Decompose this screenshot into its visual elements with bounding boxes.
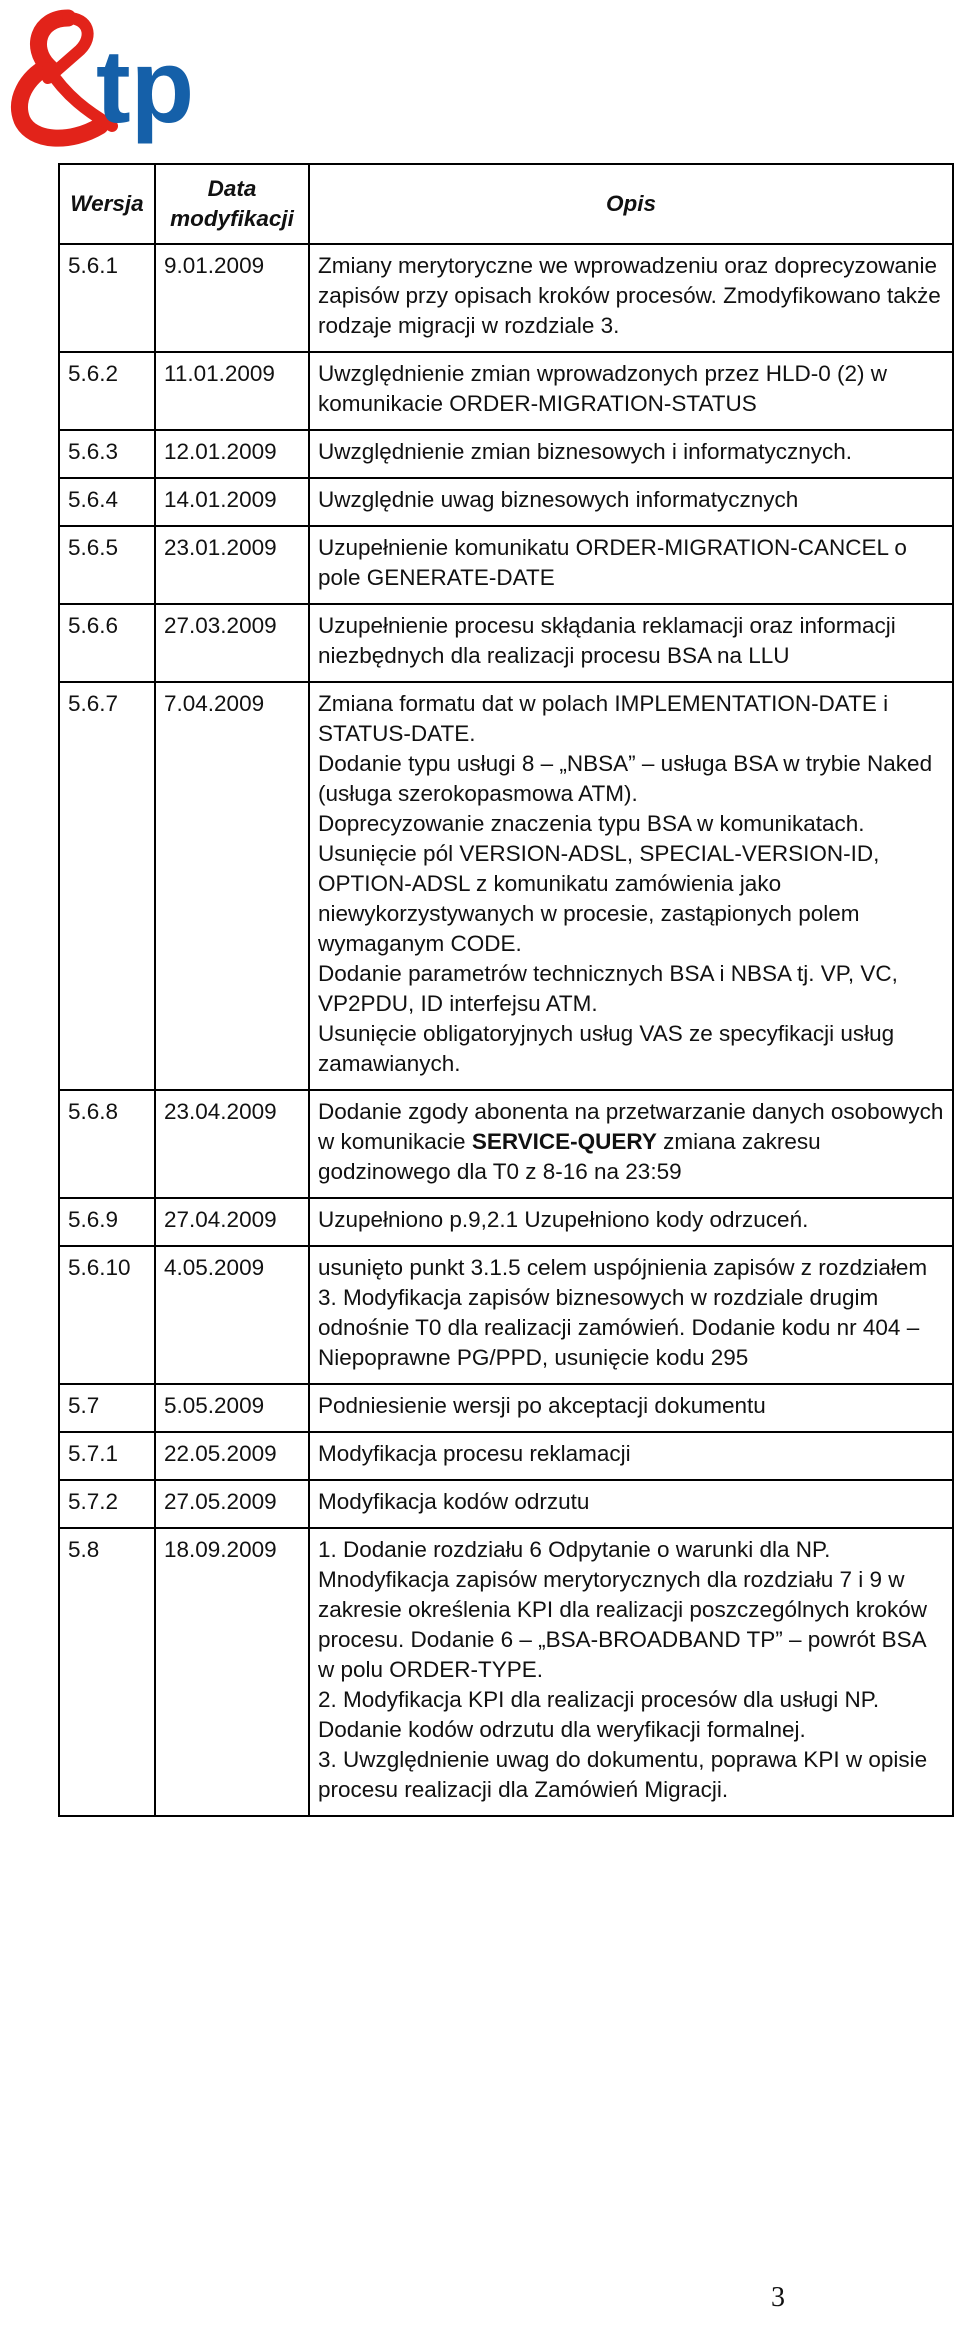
date-cell: 22.05.2009 [155,1432,309,1480]
table-row [59,244,953,352]
date-cell: 23.04.2009 [155,1090,309,1198]
table-row [59,430,953,478]
table-row [59,1246,953,1384]
date-cell: 9.01.2009 [155,244,309,352]
version-cell: 5.6.5 [59,526,155,604]
table-row [59,1480,953,1528]
date-cell: 27.05.2009 [155,1480,309,1528]
version-cell: 5.7 [59,1384,155,1432]
column-header-date: Data modyfikacji [155,164,309,244]
date-cell: 5.05.2009 [155,1384,309,1432]
table-row [59,352,953,430]
table-row [59,1198,953,1246]
version-cell: 5.6.10 [59,1246,155,1384]
description-line: 2. Modyfikacja KPI dla realizacji procesów dla usługi NP. Dodanie kodów odrzutu dla weryfikacji formalnej. [318,1687,880,1742]
description-cell: Modyfikacja kodów odrzutu [309,1480,953,1528]
description-cell: usunięto punkt 3.1.5 celem uspójnienia zapisów z rozdziałem 3. Modyfikacja zapisów biznesowych w rozdziale drugim odnośnie T0 dla realizacji zamówień. Dodanie kodu nr 404 – Niepoprawne PG/PPD, usunięcie kodu 295 [309,1246,953,1384]
description-line: Dodanie parametrów technicznych BSA i NBSA tj. VP, VC, VP2PDU, ID interfejsu ATM. [318,961,898,1016]
description-text: Dodanie zgody abonenta na przetwarzanie danych osobowych w komunikacie [318,1099,944,1154]
date-cell: 12.01.2009 [155,430,309,478]
version-cell: 5.6.4 [59,478,155,526]
description-cell [309,1528,953,1816]
table-header-row [59,164,953,244]
description-cell: Zmiany merytoryczne we wprowadzeniu oraz doprecyzowanie zapisów przy opisach kroków procesów. Zmodyfikowano także rodzaje migracji w rozdziale 3. [309,244,953,352]
date-cell: 11.01.2009 [155,352,309,430]
date-cell: 7.04.2009 [155,682,309,1090]
message-name-bold: SERVICE-QUERY [471,1129,657,1154]
date-cell: 27.04.2009 [155,1198,309,1246]
table-row [59,1090,953,1198]
version-cell: 5.6.9 [59,1198,155,1246]
version-cell: 5.6.1 [59,244,155,352]
version-cell: 5.6.3 [59,430,155,478]
table-row [59,478,953,526]
column-header-description: Opis [309,164,953,244]
description-line: Zmiana formatu dat w polach IMPLEMENTATION-DATE i STATUS-DATE. [318,691,889,746]
version-history-table-wrapper [58,163,954,1817]
date-cell: 18.09.2009 [155,1528,309,1816]
table-row [59,1384,953,1432]
version-cell: 5.6.8 [59,1090,155,1198]
column-header-version: Wersja [59,164,155,244]
description-cell: Uzupełnienie procesu skłądania reklamacji oraz informacji niezbędnych dla realizacji procesu BSA na LLU [309,604,953,682]
description-line: Usunięcie obligatoryjnych usług VAS ze specyfikacji usług zamawianych. [318,1021,895,1076]
page-number: 3 [771,2282,785,2313]
description-text: zmiana zakresu godzinowego dla T0 z 8-16 na 23:59 [318,1129,821,1184]
description-line: Dodanie typu usługi 8 – „NBSA” – usługa BSA w trybie Naked (usługa szerokopasmowa ATM). [318,751,933,806]
version-cell: 5.6.6 [59,604,155,682]
table-row [59,604,953,682]
description-cell [309,682,953,1090]
description-line: 3. Uwzględnienie uwag do dokumentu, poprawa KPI w opisie procesu realizacji dla Zamówień Migracji. [318,1747,928,1802]
description-cell: Podniesienie wersji po akceptacji dokumentu [309,1384,953,1432]
table-row [59,1528,953,1816]
description-cell: Uwzględnie uwag biznesowych informatycznych [309,478,953,526]
version-cell: 5.6.2 [59,352,155,430]
table-row [59,1432,953,1480]
description-cell: Uzupełnienie komunikatu ORDER-MIGRATION-CANCEL o pole GENERATE-DATE [309,526,953,604]
date-cell: 4.05.2009 [155,1246,309,1384]
date-cell: 23.01.2009 [155,526,309,604]
description-cell: Uwzględnienie zmian biznesowych i informatycznych. [309,430,953,478]
description-line: Usunięcie pól VERSION-ADSL, SPECIAL-VERSION-ID, OPTION-ADSL z komunikatu zamówienia jako niewykorzystywanych w procesie, zastąpionych polem wymaganym CODE. [318,841,880,956]
description-line: 1. Dodanie rozdziału 6 Odpytanie o warunki dla NP. Mnodyfikacja zapisów merytorycznych dla rozdziału 7 i 9 w zakresie określenia KPI dla realizacji poszczególnych kroków procesu. Dodanie 6 – „BSA-BROADBAND TP” – powrót BSA w polu ORDER-TYPE. [318,1537,928,1682]
version-cell: 5.8 [59,1528,155,1816]
date-cell: 27.03.2009 [155,604,309,682]
table-row [59,526,953,604]
version-cell: 5.7.2 [59,1480,155,1528]
date-cell: 14.01.2009 [155,478,309,526]
description-cell: Uzupełniono p.9,2.1 Uzupełniono kody odrzuceń. [309,1198,953,1246]
version-cell: 5.6.7 [59,682,155,1090]
description-line: Doprecyzowanie znaczenia typu BSA w komunikatach. [318,811,865,836]
description-cell [309,1090,953,1198]
logo-text: tp [96,29,195,145]
description-cell: Uwzględnienie zmian wprowadzonych przez HLD-0 (2) w komunikacie ORDER-MIGRATION-STATUS [309,352,953,430]
tp-ampersand-logo-icon [8,8,258,150]
tp-logo [8,8,258,150]
description-cell: Modyfikacja procesu reklamacji [309,1432,953,1480]
version-history-table [58,163,954,1817]
version-cell: 5.7.1 [59,1432,155,1480]
table-row [59,682,953,1090]
